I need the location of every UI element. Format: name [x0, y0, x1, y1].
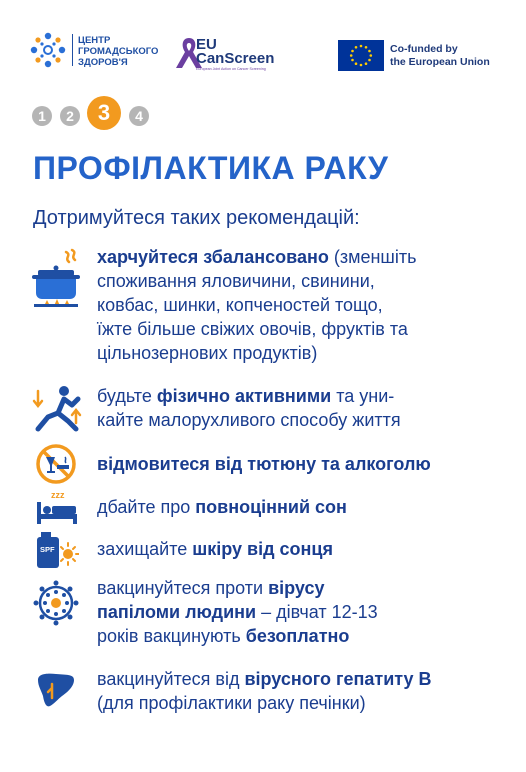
no-smoking-alcohol-icon	[35, 443, 77, 485]
eucanscreen-tagline: European Joint Action on Cancer Screening	[196, 67, 266, 71]
svg-text:zzz: zzz	[51, 490, 65, 500]
diet-line1-rest: (зменшіть	[328, 247, 417, 267]
hpv-line3-bold: безоплатно	[245, 626, 350, 646]
eucanscreen-logo	[172, 34, 312, 76]
page-title: ПРОФІЛАКТИКА РАКУ	[33, 150, 389, 186]
recommendation-sleep	[97, 495, 517, 519]
sun-pre: захищайте	[97, 539, 193, 559]
cooking-pot-icon	[28, 248, 84, 308]
recommendation-hepatitis	[97, 667, 517, 715]
phc-logo	[28, 30, 158, 70]
recommendation-hpv	[97, 576, 517, 648]
step-4: 4	[129, 106, 149, 126]
phc-logo-line2: ГРОМАДСЬКОГО	[78, 46, 159, 57]
liver-icon	[34, 670, 78, 710]
activity-post: та уни-	[331, 386, 395, 406]
spf-label: SPF	[40, 545, 55, 554]
subtitle: Дотримуйтеся таких рекомендацій:	[33, 207, 360, 229]
hpv-line1-pre: вакцинуйтеся проти	[97, 578, 269, 598]
diet-line4: їжте більше свіжих овочів, фруктів та	[97, 319, 408, 339]
recommendation-sun	[97, 537, 517, 561]
eu-flag-icon	[338, 40, 384, 71]
tobacco-bold: відмовитеся від тютюну та алкоголю	[97, 454, 431, 474]
recommendation-no-tobacco	[97, 452, 517, 476]
diet-line3: ковбас, шинки, копченостей тощо,	[97, 295, 383, 315]
hepatitis-line2: (для профілактики раку печінки)	[97, 693, 366, 713]
sun-bold: шкіру від сонця	[192, 539, 333, 559]
activity-pre: будьте	[97, 386, 157, 406]
eu-funding-line1: Co-funded by	[390, 43, 458, 55]
hepatitis-bold: вірусного гепатиту В	[244, 669, 432, 689]
sleep-bold: повноцінний сон	[195, 497, 347, 517]
recommendation-diet	[97, 245, 517, 365]
eu-cofunded-logo	[338, 40, 518, 72]
hepatitis-pre: вакцинуйтеся від	[97, 669, 245, 689]
eucanscreen-eu: EU	[196, 36, 217, 53]
eucanscreen-name: CanScreen	[196, 50, 275, 67]
sleep-pre: дбайте про	[97, 497, 196, 517]
phc-logo-mark-icon	[28, 30, 68, 70]
diet-bold: харчуйтеся збалансовано	[97, 247, 329, 267]
activity-bold: фізично активними	[156, 386, 332, 406]
recommendation-activity	[97, 384, 517, 432]
hpv-line1-bold: вірусу	[268, 578, 325, 598]
step-3-active: 3	[87, 96, 121, 130]
virus-icon	[33, 580, 79, 626]
phc-logo-line3: ЗДОРОВ'Я	[78, 57, 128, 68]
step-2: 2	[60, 106, 80, 126]
step-1: 1	[32, 106, 52, 126]
hpv-line2-post: – дівчат 12-13	[256, 602, 378, 622]
hpv-line2-bold: папіломи людини	[97, 602, 257, 622]
diet-line5: цільнозернових продуктів)	[97, 343, 318, 363]
phc-logo-line1: ЦЕНТР	[78, 35, 111, 46]
activity-line2: кайте малорухливого способу життя	[97, 410, 401, 430]
exercise-icon	[32, 383, 82, 433]
sunscreen-icon	[35, 532, 79, 570]
sleep-bed-icon	[35, 488, 79, 526]
diet-line2: споживання яловичини, свинини,	[97, 271, 375, 291]
eu-funding-line2: the European Union	[390, 56, 490, 68]
hpv-line3-pre: років вакцинують	[97, 626, 246, 646]
